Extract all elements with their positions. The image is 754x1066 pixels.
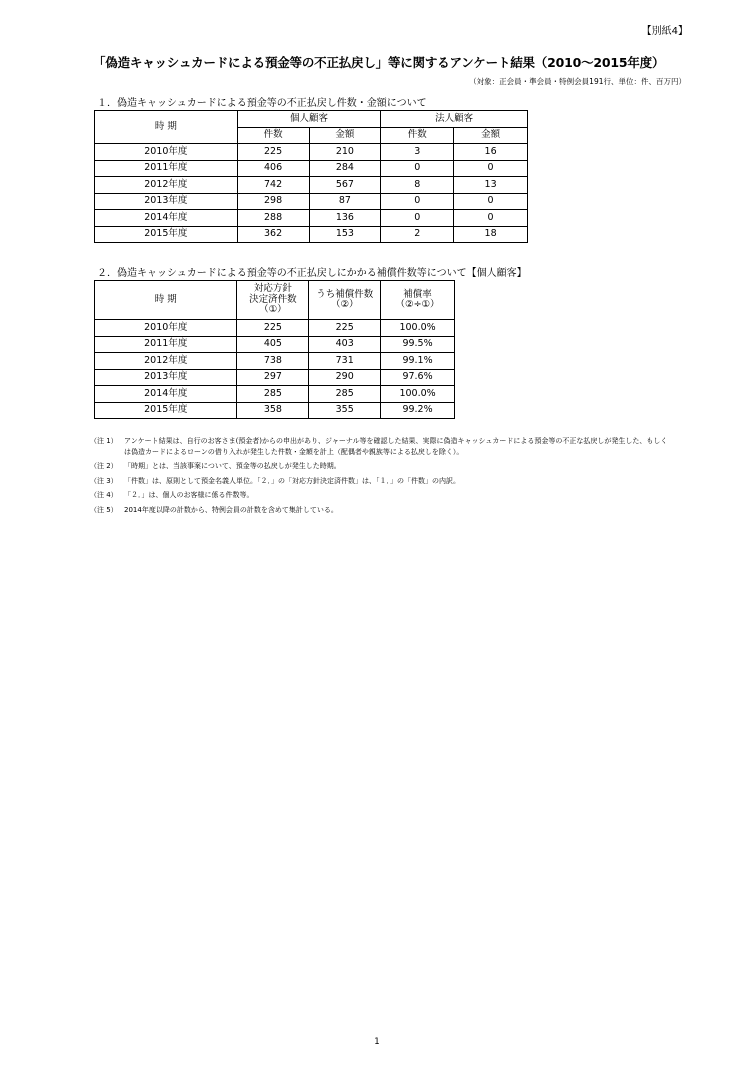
corporate-amount-cell: 0 — [454, 160, 528, 177]
compensated-count-cell: 403 — [309, 336, 381, 353]
individual-count-cell: 298 — [237, 193, 309, 210]
compensated-count-cell: 355 — [309, 402, 381, 419]
decided-count-cell: 358 — [237, 402, 309, 419]
individual-amount-cell: 284 — [309, 160, 381, 177]
period-header: 時 期 — [95, 281, 237, 320]
period-header: 時 期 — [95, 111, 238, 144]
corporate-amount-cell: 16 — [454, 144, 528, 161]
individual-count-cell: 288 — [237, 210, 309, 227]
notes — [90, 436, 670, 519]
table-row — [95, 369, 455, 386]
table-row — [95, 386, 455, 403]
compensated-header-line1: うち補償件数 — [316, 288, 374, 300]
corporate-count-cell: 0 — [381, 160, 454, 177]
fraud-table-body — [95, 144, 528, 243]
annex-label: 【別紙4】 — [641, 26, 688, 37]
document-title: 「偽造キャッシュカードによる預金等の不正払戻し」等に関するアンケート結果（2010～2015年度） — [93, 55, 665, 70]
note-text: 「件数」は、原則として預金名義人単位。「２．」の「対応方針決定済件数」は、「１．」の「件数」の内訳。 — [124, 476, 460, 485]
period-cell: 2014年度 — [95, 386, 237, 403]
corporate-amount-cell: 13 — [454, 177, 528, 194]
note-label: （注 2） — [90, 462, 118, 470]
rate-header — [381, 281, 455, 320]
period-cell: 2013年度 — [95, 369, 237, 386]
note-item — [90, 461, 670, 472]
decided-header-line2: 決定済件数 — [249, 293, 297, 305]
period-cell: 2015年度 — [95, 402, 237, 419]
decided-count-cell: 297 — [237, 369, 309, 386]
compensation-rate-cell: 99.1% — [381, 353, 455, 370]
corporate-count-cell: 0 — [381, 210, 454, 227]
corporate-count-cell: 8 — [381, 177, 454, 194]
note-label: （注 1） — [90, 437, 118, 445]
individual-amount-cell: 210 — [309, 144, 381, 161]
period-cell: 2011年度 — [95, 336, 237, 353]
compensated-header — [309, 281, 381, 320]
compensation-table-body — [95, 320, 455, 419]
table-row — [95, 193, 528, 210]
corp-count-header: 件数 — [381, 127, 454, 144]
decided-count-cell: 405 — [237, 336, 309, 353]
section2-heading: ２．偽造キャッシュカードによる預金等の不正払戻しにかかる補償件数等について【個人顧客】 — [97, 268, 527, 279]
individual-amount-cell: 567 — [309, 177, 381, 194]
period-cell: 2010年度 — [95, 320, 237, 337]
table-row — [95, 336, 455, 353]
corporate-count-cell: 3 — [381, 144, 454, 161]
compensated-count-cell: 285 — [309, 386, 381, 403]
period-cell: 2013年度 — [95, 193, 238, 210]
table-row — [95, 402, 455, 419]
decided-count-cell: 738 — [237, 353, 309, 370]
table-row — [95, 160, 528, 177]
period-cell: 2014年度 — [95, 210, 238, 227]
compensation-table — [94, 280, 455, 419]
corporate-amount-cell: 0 — [454, 210, 528, 227]
ind-count-header: 件数 — [237, 127, 309, 144]
compensated-header-line2: （②） — [330, 299, 359, 310]
individual-count-cell: 225 — [237, 144, 309, 161]
document-subtitle: （対象：正会員・準会員・特例会員191行、単位：件、百万円） — [469, 77, 686, 86]
table-row — [95, 177, 528, 194]
compensation-rate-cell: 99.5% — [381, 336, 455, 353]
table-row — [95, 226, 528, 243]
compensated-count-cell: 290 — [309, 369, 381, 386]
individual-amount-cell: 153 — [309, 226, 381, 243]
corporate-header: 法人顧客 — [381, 111, 528, 128]
table-row — [95, 210, 528, 227]
note-text: アンケート結果は、自行のお客さま(預金者)からの申出があり、ジャーナル等を確認した結果、実際に偽造キャッシュカードによる預金等の不正な払戻しが発生した、もしくは偽造カードによるローンの借り入れが発生した件数・金額を計上（配偶者や親族等による払戻しを除く）。 — [124, 437, 668, 456]
compensation-rate-cell: 97.6% — [381, 369, 455, 386]
table-row — [95, 353, 455, 370]
note-label: （注 3） — [90, 476, 118, 485]
ind-amount-header: 金額 — [309, 127, 381, 144]
individual-count-cell: 406 — [237, 160, 309, 177]
individual-amount-cell: 136 — [309, 210, 381, 227]
decided-header — [237, 281, 309, 320]
note-item — [90, 490, 670, 501]
table-row — [95, 320, 455, 337]
decided-header-line1: 対応方針 — [253, 283, 292, 295]
period-cell: 2010年度 — [95, 144, 238, 161]
corporate-count-cell: 2 — [381, 226, 454, 243]
compensated-count-cell: 225 — [309, 320, 381, 337]
individual-header: 個人顧客 — [237, 111, 381, 128]
section1-heading: １．偽造キャッシュカードによる預金等の不正払戻し件数・金額について — [97, 98, 427, 109]
note-text: 2014年度以降の計数から、特例会員の計数を含めて集計している。 — [124, 505, 338, 514]
decided-header-line3: （①） — [259, 304, 287, 316]
page-number: 1 — [374, 1037, 380, 1047]
individual-amount-cell: 87 — [309, 193, 381, 210]
fraud-table — [94, 110, 528, 243]
table-row — [95, 144, 528, 161]
compensation-rate-cell: 99.2% — [381, 402, 455, 419]
period-cell: 2015年度 — [95, 226, 238, 243]
note-label: （注 4） — [90, 491, 118, 499]
corp-amount-header: 金額 — [454, 127, 528, 144]
rate-header-line2: （②÷①） — [395, 299, 440, 310]
period-cell: 2012年度 — [95, 353, 237, 370]
note-text: 「時期」とは、当該事案について、預金等の払戻しが発生した時期。 — [124, 462, 341, 470]
note-item — [90, 476, 670, 487]
decided-count-cell: 285 — [237, 386, 309, 403]
compensation-rate-cell: 100.0% — [381, 386, 455, 403]
individual-count-cell: 742 — [237, 177, 309, 194]
period-cell: 2011年度 — [95, 160, 238, 177]
note-text: 「２．」は、個人のお客様に係る件数等。 — [124, 491, 254, 499]
decided-count-cell: 225 — [237, 320, 309, 337]
corporate-amount-cell: 0 — [454, 193, 528, 210]
compensated-count-cell: 731 — [309, 353, 381, 370]
corporate-amount-cell: 18 — [454, 226, 528, 243]
note-item — [90, 505, 670, 516]
note-item — [90, 436, 670, 457]
corporate-count-cell: 0 — [381, 193, 454, 210]
note-label: （注 5） — [90, 505, 118, 514]
individual-count-cell: 362 — [237, 226, 309, 243]
rate-header-line1: 補償率 — [403, 288, 432, 300]
compensation-rate-cell: 100.0% — [381, 320, 455, 337]
period-cell: 2012年度 — [95, 177, 238, 194]
